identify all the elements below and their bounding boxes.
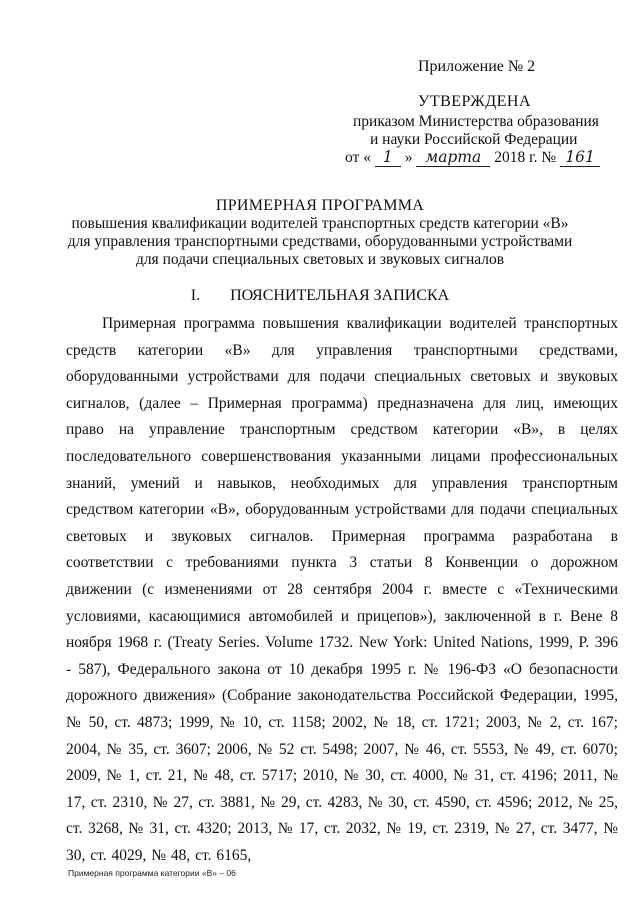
appendix-label: Приложение № 2 — [418, 58, 536, 75]
approval-heading: УТВЕРЖДЕНА — [418, 93, 532, 110]
program-title: ПРИМЕРНАЯ ПРОГРАММА — [215, 197, 425, 214]
section-title: ПОЯСНИТЕЛЬНАЯ ЗАПИСКА — [230, 287, 450, 304]
body-paragraph: Примерная программа повышения квалификации водителей транспортных средств категории «В» для управления транспортными средствами, оборудованными устройствами для подачи специальных световых и звуковых сигналов, (далее – Примерная программа) предназначена для лиц, имеющих право на управление транспортным средством категории «В», в целях последовательного совершенствования указанными лицами профессиональных знаний, умений и навыков, необходимых для управления транспортным средством категории «В», оборудованным устройствами для подачи специальных световых и звуковых сигналов. Примерная программа разработана в соответствии с требованиями пункта 3 статьи 8 Конвенции о дорожном движении (с изменениями от 28 сентября 2004 г. вместе с «Техническими условиями, касающимися автомобилей и прицепов»), заключенной в г. Вене 8 ноября 1968 г. (Treaty Series. Volume 1732. New York: United Nations, 1999, P. 396 - 587), Федерального закона от 10 декабря 1995 г. № 196-ФЗ «О безопасности дорожного движения» (Собрание законодательства Российской Федерации, 1995, № 50, ст. 4873; 1999, № 10, ст. 1158; 2002, № 18, ст. 1721; 2003, № 2, ст. 167; 2004, № 35, ст. 3607; 2006, № 52 ст. 5498; 2007, № 46, ст. 5553, № 49, ст. 6070; 2009, № 1, ст. 21, № 48, ст. 5717; 2010, № 30, ст. 4000, № 31, ст. 4196; 2011, № 17, ст. 2310, № 27, ст. 3881, № 29, ст. 4283, № 30, ст. 4590, ст. 4596; 2012, № 25, ст. 3268, № 31, ст. 4320; 2013, № 17, ст. 2032, № 19, ст. 2319, № 27, ст. 3477, № 30, ст. 4029, № 48, ст. 6165, — [66, 315, 618, 864]
order-date-line — [345, 148, 600, 167]
program-subtitle-line3: для подачи специальных световых и звуковых сигналов — [135, 251, 505, 268]
order-issuer-line1: приказом Министерства образования — [353, 113, 599, 130]
section-heading — [0, 287, 640, 305]
section-number: I. — [190, 287, 201, 304]
date-prefix: от « — [345, 149, 371, 166]
handwritten-month: марта — [416, 148, 490, 167]
handwritten-order-number: 161 — [560, 148, 600, 167]
program-subtitle-line2: для управления транспортными средствами, оборудованными устройствами — [67, 233, 573, 250]
handwritten-day: 1 — [375, 148, 401, 167]
order-issuer-line2: и науки Российской Федерации — [370, 131, 578, 148]
date-mid: » — [404, 149, 413, 166]
date-year: 2018 г. № — [494, 149, 557, 166]
program-subtitle-line1: повышения квалификации водителей транспортных средств категории «В» — [71, 215, 569, 232]
page-footer: Примерная программа категории «В» – 06 — [68, 868, 236, 878]
